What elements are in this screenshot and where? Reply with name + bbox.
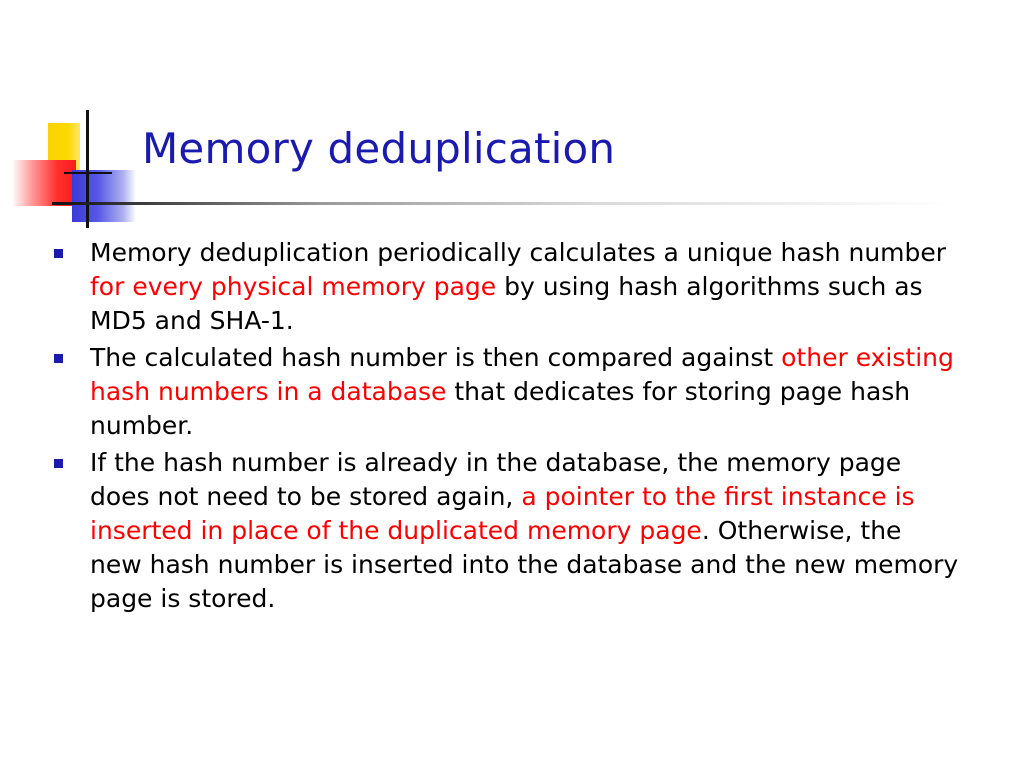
square-bullet-icon <box>54 249 63 258</box>
square-bullet-icon <box>54 354 63 363</box>
bullet-text <box>90 448 958 613</box>
bullet-text-segment: by using hash algorithms such as MD5 and SHA-1. <box>90 272 923 335</box>
bullet-text-segment: that dedicates for storing page hash number. <box>90 377 911 440</box>
slide-title: Memory deduplication <box>142 124 616 173</box>
bullet-text-segment: Memory deduplication periodically calculates a unique hash number <box>90 238 947 267</box>
bullet-item <box>50 341 960 443</box>
title-underline <box>52 202 952 205</box>
decorative-red-block <box>12 160 76 206</box>
bullet-text-segment: The calculated hash number is then compared against <box>90 343 782 372</box>
highlighted-text: for every physical memory page <box>90 272 497 301</box>
bullet-item <box>50 446 960 616</box>
square-bullet-icon <box>54 459 63 468</box>
bullet-text-segment: If the hash number is already in the database, the memory page does not need to be stored again, <box>90 448 902 511</box>
bullet-text <box>90 343 954 440</box>
decorative-blue-block <box>72 170 136 222</box>
bullet-text-segment: . Otherwise, the new hash number is inserted into the database and the new memory page is stored. <box>90 516 959 613</box>
decorative-short-line <box>64 172 112 174</box>
highlighted-text: other existing hash numbers in a database <box>90 343 954 406</box>
highlighted-text: a pointer to the first instance is inserted in place of the duplicated memory page <box>90 482 915 545</box>
bullet-list <box>50 236 960 619</box>
bullet-item <box>50 236 960 338</box>
bullet-text <box>90 238 946 335</box>
decorative-vertical-line <box>86 110 89 228</box>
